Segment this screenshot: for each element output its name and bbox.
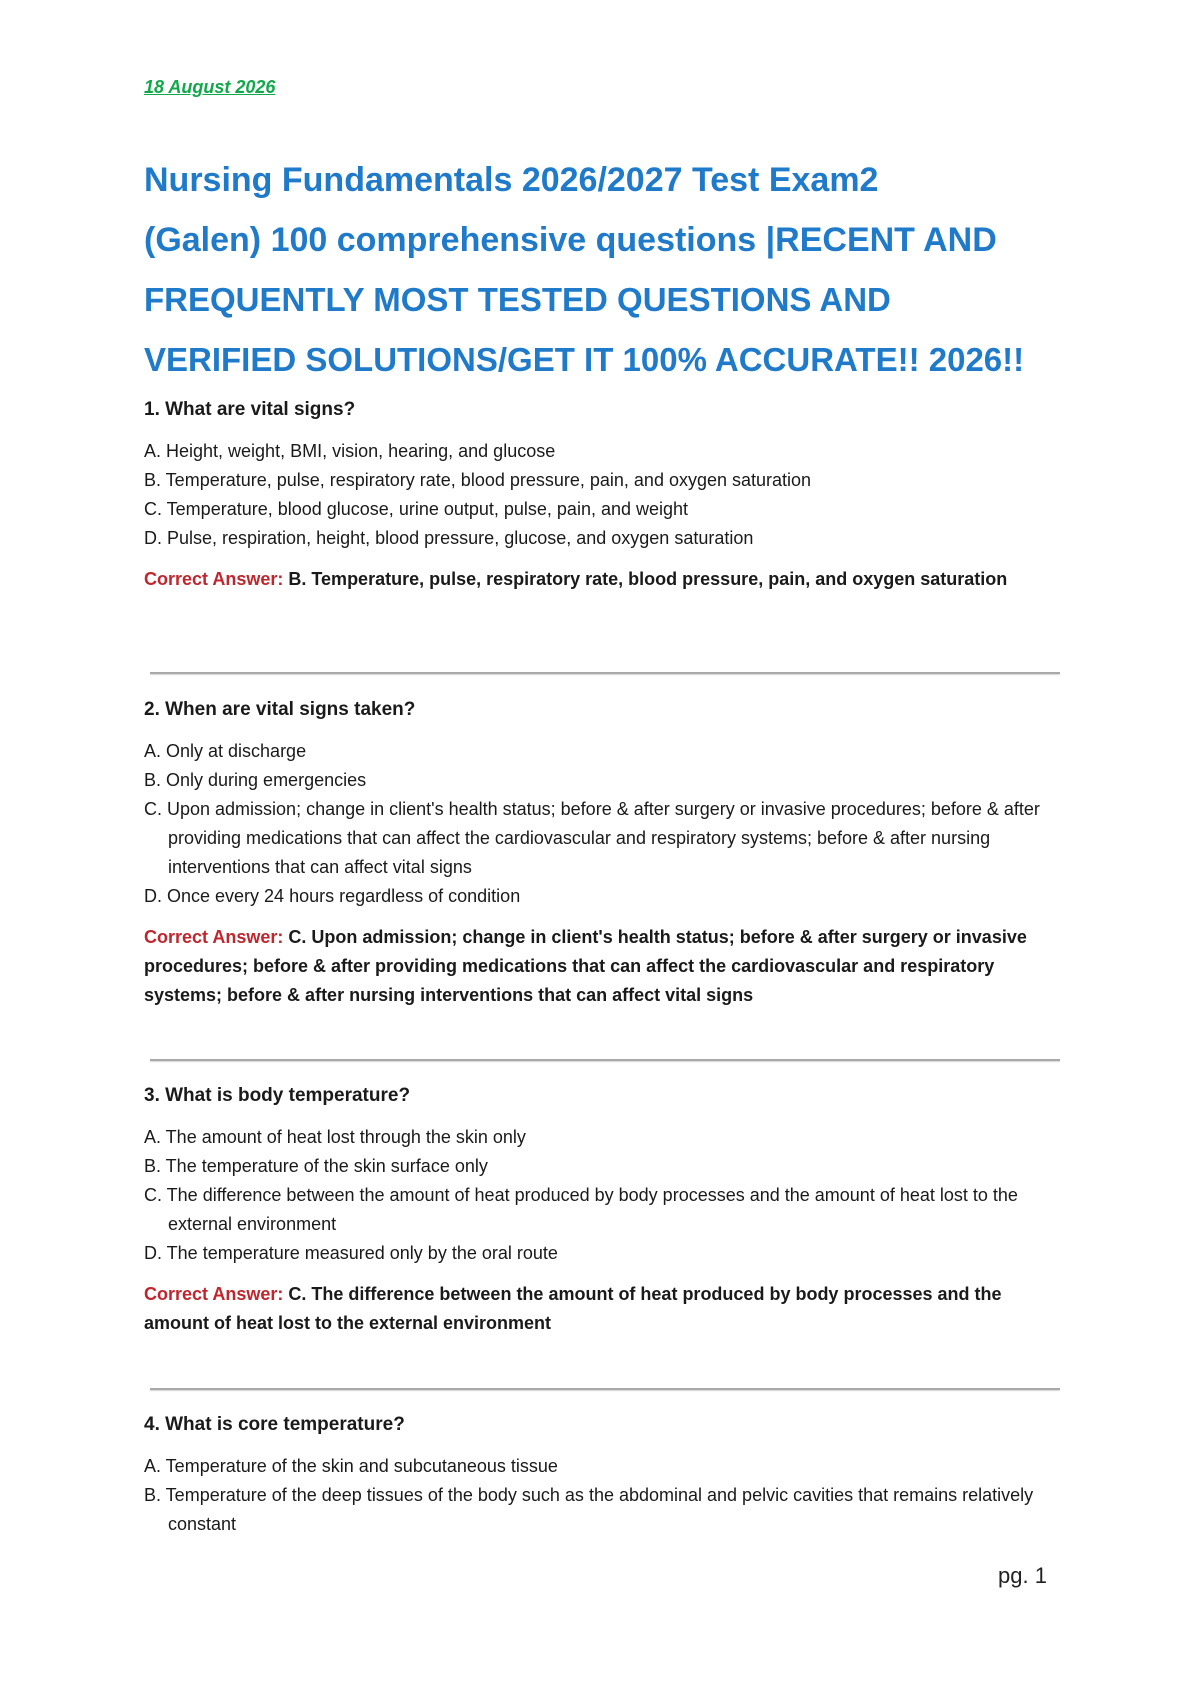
correct-answer-label: Correct Answer: — [144, 927, 284, 947]
correct-answer — [144, 1280, 1064, 1338]
option-item: B. Only during emergencies — [144, 770, 367, 790]
option-item: A. Height, weight, BMI, vision, hearing, and glucose — [144, 441, 556, 461]
option-list — [144, 1123, 1064, 1268]
option-item: D. The temperature measured only by the oral route — [144, 1243, 558, 1263]
question-text: 3. What is body temperature? — [144, 1085, 411, 1106]
page-number: pg. 1 — [998, 1563, 1047, 1588]
question-block-2 — [144, 697, 1064, 1010]
option-list — [144, 437, 1064, 553]
correct-answer-text: B. Temperature, pulse, respiratory rate, blood pressure, pain, and oxygen saturation — [288, 569, 1008, 589]
option-item: A. Only at discharge — [144, 741, 307, 761]
correct-answer-text: C. Upon admission; change in client's health status; before & after surgery or invasive procedures; before & after providing medications that can affect the cardiovascular and respiratory systems; before & after nursing interventions that can affect vital signs — [144, 927, 1027, 1005]
correct-answer — [144, 923, 1064, 1010]
question-divider — [150, 1388, 1060, 1390]
question-text: 4. What is core temperature? — [144, 1414, 405, 1435]
question-block-3 — [144, 1083, 1064, 1338]
question-divider — [150, 1059, 1060, 1061]
option-item: C. The difference between the amount of heat produced by body processes and the amount of heat lost to the external environment — [144, 1185, 1018, 1234]
option-item: A. The amount of heat lost through the skin only — [144, 1127, 526, 1147]
option-list — [144, 737, 1064, 911]
question-text: 2. When are vital signs taken? — [144, 699, 416, 720]
title-line: (Galen) 100 comprehensive questions |RECENT AND — [144, 221, 997, 259]
question-text: 1. What are vital signs? — [144, 399, 356, 420]
correct-answer-label: Correct Answer: — [144, 569, 284, 589]
correct-answer-text: C. The difference between the amount of heat produced by body processes and the amount of heat lost to the external environment — [144, 1284, 1002, 1333]
option-item: A. Temperature of the skin and subcutaneous tissue — [144, 1456, 558, 1476]
option-item: B. Temperature, pulse, respiratory rate, blood pressure, pain, and oxygen saturation — [144, 470, 812, 490]
question-block-4 — [144, 1412, 1064, 1539]
title-line: VERIFIED SOLUTIONS/GET IT 100% ACCURATE!! 2026!! — [144, 341, 1025, 378]
correct-answer — [144, 565, 1064, 594]
question-divider — [150, 672, 1060, 674]
document-title — [144, 150, 1104, 390]
option-item: C. Temperature, blood glucose, urine output, pulse, pain, and weight — [144, 499, 689, 519]
document-date: 18 August 2026 — [144, 77, 276, 97]
correct-answer-label: Correct Answer: — [144, 1284, 284, 1304]
option-list — [144, 1452, 1064, 1539]
option-item: D. Pulse, respiration, height, blood pressure, glucose, and oxygen saturation — [144, 528, 754, 548]
option-item: D. Once every 24 hours regardless of condition — [144, 886, 521, 906]
title-line: FREQUENTLY MOST TESTED QUESTIONS AND — [144, 281, 891, 318]
option-item: B. Temperature of the deep tissues of the body such as the abdominal and pelvic cavities that remains relatively constant — [144, 1485, 1034, 1534]
title-line: Nursing Fundamentals 2026/2027 Test Exam2 — [144, 161, 879, 199]
option-item: B. The temperature of the skin surface only — [144, 1156, 488, 1176]
option-item: C. Upon admission; change in client's health status; before & after surgery or invasive procedures; before & after providing medications that can affect the cardiovascular and respiratory systems; before & after nursing interventions that can affect vital signs — [144, 799, 1040, 877]
question-block-1 — [144, 397, 1064, 594]
